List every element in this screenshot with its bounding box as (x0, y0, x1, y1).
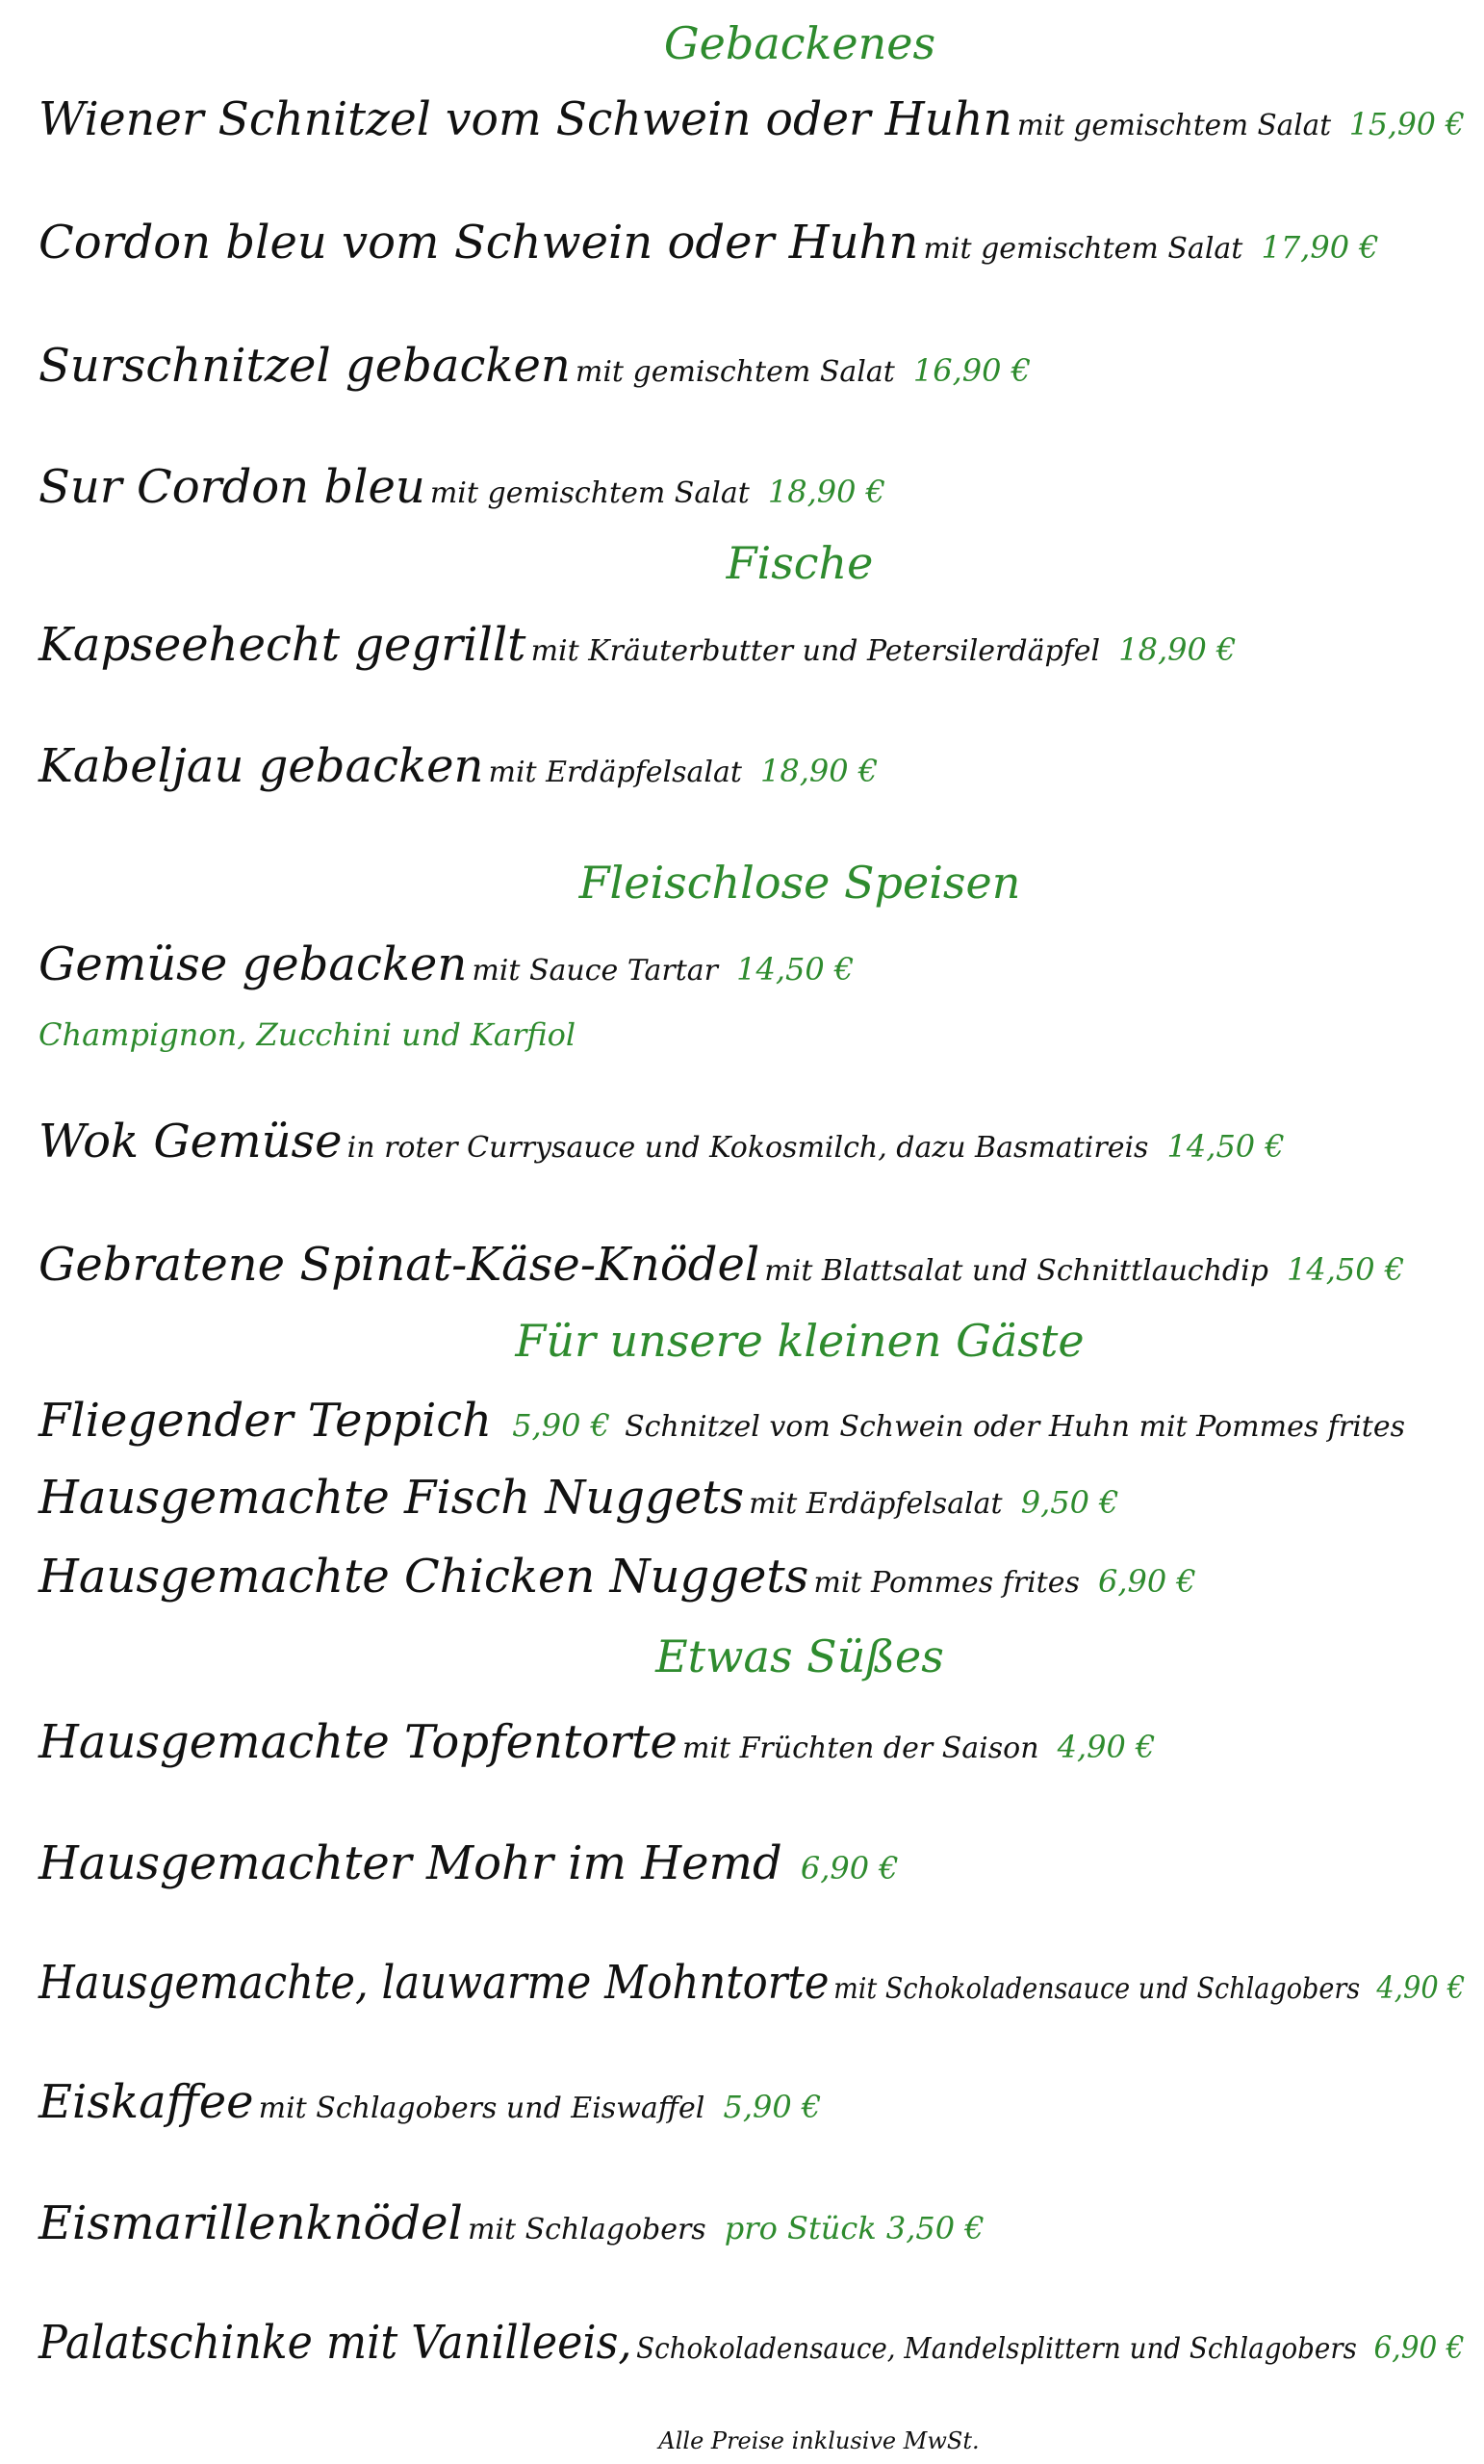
menu-item (38, 1550, 1196, 1604)
menu-item (38, 1115, 1285, 1168)
item-name: Hausgemachte Topfentorte (38, 1715, 678, 1769)
item-name: Cordon bleu vom Schwein oder Huhn (38, 216, 919, 270)
menu-item (38, 1956, 1466, 2010)
item-price: 18,90 € (1118, 631, 1237, 668)
menu-item (38, 937, 855, 991)
menu-item (38, 216, 1379, 270)
item-name: Sur Cordon bleu (38, 460, 425, 514)
item-price: 14,50 € (1287, 1251, 1405, 1288)
item-price: 14,50 € (736, 951, 855, 988)
item-description: Schokoladensauce, Mandelsplittern und Schlagobers (636, 2332, 1357, 2366)
section-heading-fische: Fische (726, 537, 874, 589)
item-name: Palatschinke mit Vanilleeis, (38, 2316, 632, 2370)
item-price: 18,90 € (767, 474, 886, 510)
item-description: mit Sauce Tartar (472, 954, 719, 988)
menu-item (38, 1836, 899, 1890)
item-description: in roter Currysauce und Kokosmilch, dazu Basmatireis (346, 1131, 1149, 1165)
item-price: 16,90 € (912, 352, 1032, 389)
item-name: Eismarillenknödel (38, 2196, 463, 2250)
item-description: mit Schokoladensauce und Schlagobers (833, 1972, 1361, 2006)
item-name: Hausgemachte, lauwarme Mohntorte (38, 1956, 830, 2010)
footer-note: Alle Preise inklusive MwSt. (658, 2427, 980, 2454)
menu-item (38, 1238, 1405, 1292)
item-price: 14,50 € (1166, 1128, 1285, 1165)
item-name: Gemüse gebacken (38, 937, 468, 991)
item-name: Eiskaffee (38, 2075, 254, 2129)
item-name: Hausgemachte Chicken Nuggets (38, 1550, 809, 1604)
item-name: Gebratene Spinat-Käse-Knödel (38, 1238, 760, 1292)
section-heading-gebackenes: Gebackenes (663, 17, 936, 69)
item-description: mit Früchten der Saison (681, 1732, 1039, 1765)
item-price: 9,50 € (1020, 1484, 1119, 1521)
menu-item (38, 2316, 1465, 2370)
item-price: pro Stück 3,50 € (724, 2210, 985, 2246)
section-heading-suess: Etwas Süßes (655, 1630, 944, 1682)
item-price: 6,90 € (1373, 2329, 1465, 2366)
item-description: mit Erdäpfelsalat (488, 756, 742, 789)
item-name: Kapseehecht gegrillt (38, 618, 526, 672)
item-price: 5,90 € (512, 1407, 610, 1444)
item-price: 17,90 € (1261, 229, 1379, 266)
item-price: 6,90 € (1097, 1563, 1196, 1600)
item-price: 15,90 € (1348, 106, 1465, 142)
section-heading-fleischlos: Fleischlose Speisen (578, 857, 1021, 909)
item-name: Hausgemachter Mohr im Hemd (38, 1836, 782, 1890)
menu-item (38, 739, 879, 793)
item-note: Champignon, Zucchini und Karfiol (38, 1016, 576, 1053)
item-description: mit Kräuterbutter und Petersilerdäpfel (530, 634, 1101, 668)
menu-item (38, 1394, 1405, 1448)
item-description: mit Pommes frites (813, 1566, 1080, 1600)
menu-item (38, 618, 1237, 672)
item-description: mit Blattsalat und Schnittlauchdip (764, 1254, 1268, 1288)
item-description: mit gemischtem Salat (923, 232, 1243, 266)
item-description: mit Schlagobers und Eiswaffel (258, 2092, 705, 2125)
item-description: mit gemischtem Salat (575, 355, 895, 389)
item-description: Schnitzel vom Schwein oder Huhn mit Pommes frites (625, 1410, 1405, 1444)
item-description: mit Schlagobers (467, 2213, 706, 2246)
item-price: 5,90 € (723, 2089, 822, 2125)
menu-item (38, 92, 1465, 146)
item-name: Wiener Schnitzel vom Schwein oder Huhn (38, 92, 1012, 146)
item-name: Surschnitzel gebacken (38, 339, 571, 393)
menu-item (38, 460, 886, 514)
menu-item (38, 1715, 1156, 1769)
item-description: mit gemischtem Salat (429, 476, 750, 510)
item-name: Hausgemachte Fisch Nuggets (38, 1471, 745, 1525)
item-description: mit Erdäpfelsalat (749, 1487, 1003, 1521)
item-name: Wok Gemüse (38, 1115, 343, 1168)
menu-item (38, 2196, 985, 2250)
menu-item (38, 1471, 1119, 1525)
item-price: 6,90 € (800, 1850, 899, 1886)
item-price: 4,90 € (1057, 1729, 1156, 1765)
item-price: 4,90 € (1376, 1969, 1466, 2006)
item-name: Kabeljau gebacken (38, 739, 484, 793)
menu-item (38, 2075, 822, 2129)
item-name: Fliegender Teppich (38, 1394, 493, 1448)
section-heading-kinder: Für unsere kleinen Gäste (515, 1315, 1085, 1367)
menu-item (38, 339, 1032, 393)
item-description: mit gemischtem Salat (1016, 109, 1332, 142)
item-price: 18,90 € (760, 753, 879, 789)
